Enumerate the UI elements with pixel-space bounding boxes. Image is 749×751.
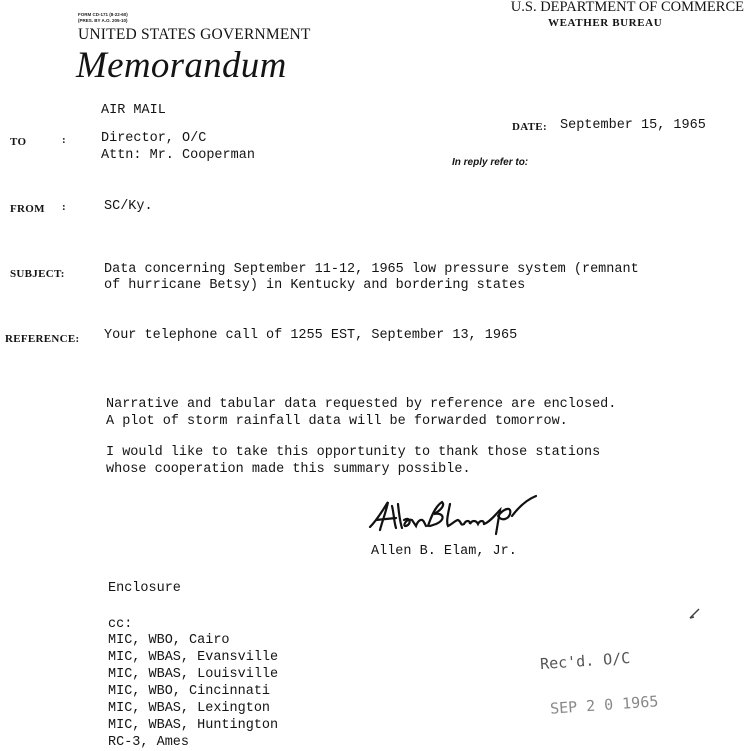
cc-recipient: MIC, WBAS, Evansville	[108, 650, 279, 665]
cc-recipient: MIC, WBAS, Lexington	[108, 701, 271, 716]
cc-recipient: RC-3, Ames	[108, 735, 190, 750]
body-p1-line2: A plot of storm rainfall data will be forwarded tomorrow.	[106, 414, 568, 429]
department-heading: U.S. DEPARTMENT OF COMMERCE	[510, 0, 744, 15]
air-mail-label: AIR MAIL	[101, 103, 166, 118]
pencil-mark-icon	[688, 606, 702, 620]
cc-recipient: MIC, WBO, Cincinnati	[108, 684, 271, 699]
body-p2-line1: I would like to take this opportunity to thank those stations	[106, 445, 601, 460]
form-number	[78, 12, 128, 24]
body-p2-line2: whose cooperation made this summary possible.	[106, 462, 471, 477]
handwritten-signature	[366, 494, 542, 536]
cc-label: cc:	[108, 617, 133, 632]
subject-line1: Data concerning September 11-12, 1965 low pressure system (remnant	[104, 262, 639, 277]
bureau-heading: WEATHER BUREAU	[548, 17, 663, 29]
body-paragraph-1	[106, 396, 616, 430]
government-heading: UNITED STATES GOVERNMENT	[78, 26, 311, 43]
cc-recipient: MIC, WBAS, Huntington	[108, 718, 279, 733]
body-p1-line1: Narrative and tabular data requested by reference are enclosed.	[106, 397, 617, 412]
to-line1: Director, O/C	[101, 131, 207, 146]
cc-recipient: MIC, WBAS, Louisville	[108, 667, 279, 682]
to-label: TO	[10, 136, 27, 148]
form-number-line1: FORM CD-171 (8-22-60)	[78, 12, 128, 17]
date-value: September 15, 1965	[560, 118, 706, 133]
cc-list	[108, 632, 278, 751]
reference-label: REFERENCE:	[5, 333, 80, 345]
body-paragraph-2	[106, 444, 600, 478]
from-colon: :	[62, 201, 66, 213]
subject-line2: of hurricane Betsy) in Kentucky and bordering states	[104, 278, 526, 293]
enclosure-label: Enclosure	[108, 581, 181, 596]
reply-refer-label: In reply refer to:	[452, 157, 529, 168]
to-colon: :	[62, 134, 66, 146]
reference-value: Your telephone call of 1255 EST, September 13, 1965	[104, 328, 518, 343]
date-label: DATE:	[512, 121, 547, 133]
memorandum-title: Memorandum	[76, 45, 287, 86]
received-stamp-date: SEP 2 0 1965	[549, 692, 659, 718]
form-number-line2: (PRES. BY A.O. 205-10)	[78, 18, 128, 23]
to-line2: Attn: Mr. Cooperman	[101, 148, 255, 163]
signed-name: Allen B. Elam, Jr.	[371, 544, 517, 559]
subject-label: SUBJECT:	[10, 268, 65, 280]
from-label: FROM	[10, 203, 45, 215]
from-value: SC/Ky.	[104, 199, 153, 214]
cc-recipient: MIC, WBO, Cairo	[108, 633, 230, 648]
received-stamp-line1: Rec'd. O/C	[539, 648, 631, 674]
